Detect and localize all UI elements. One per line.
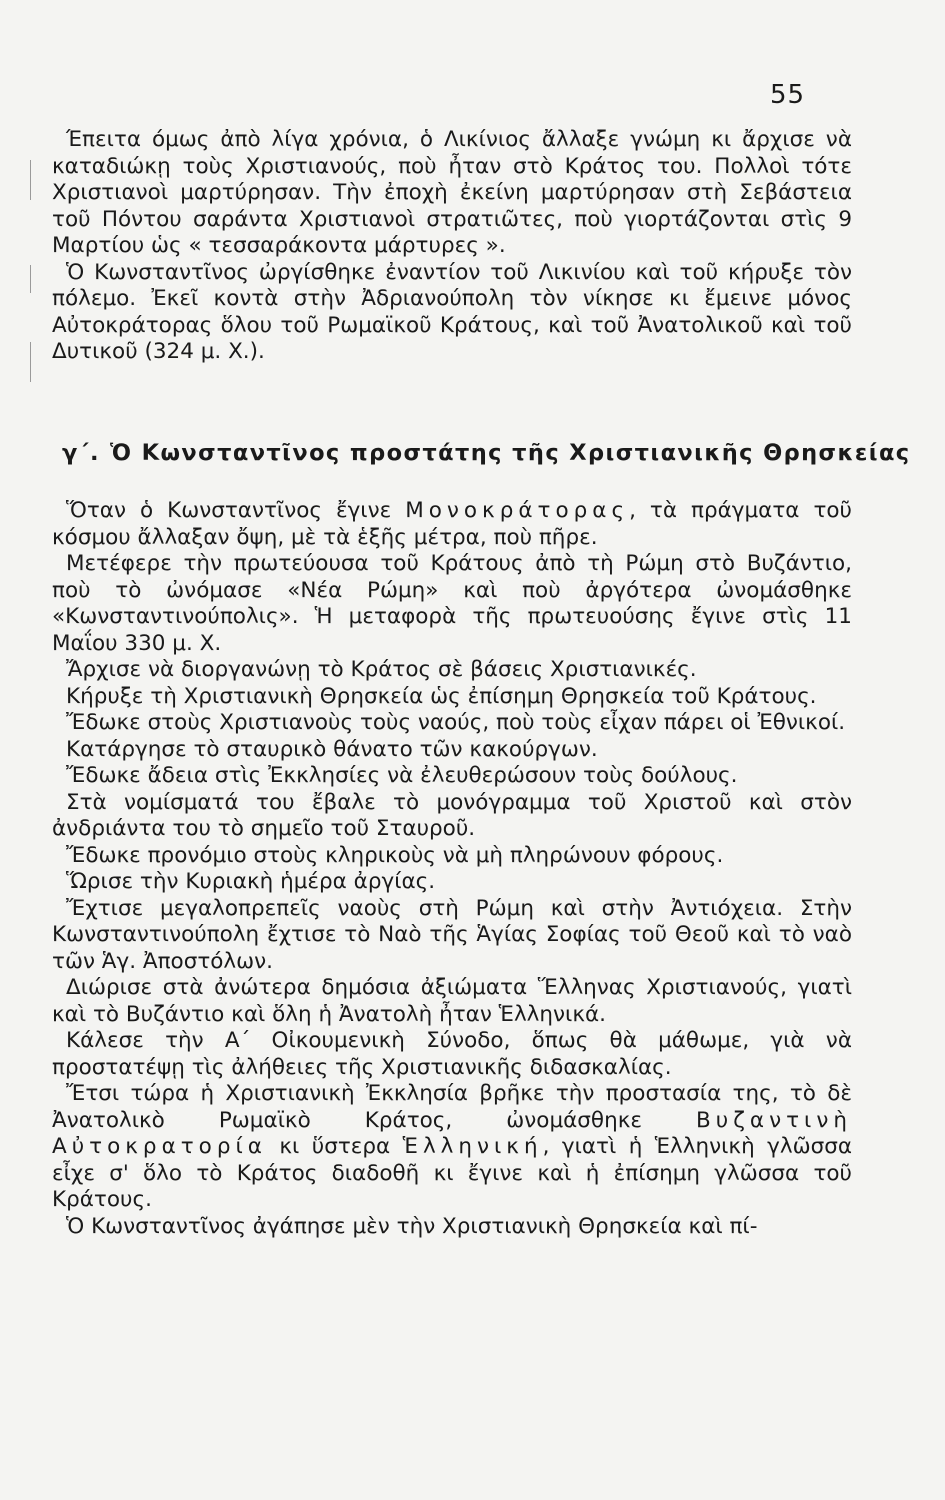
section-1-text bbox=[52, 127, 852, 366]
paragraph: Ὁ Κωνσταντῖνος ὠργίσθηκε ἐναντίον τοῦ Λικινίου καὶ τοῦ κήρυξε τὸν πόλεμο. Ἐκεῖ κοντὰ στὴν Ἀδριανούπολη τὸν νίκησε κι ἔμεινε μόνος Αὐτοκράτορας ὅλου τοῦ Ρωμαϊκοῦ Κράτους, καὶ τοῦ Ἀνατολικοῦ καὶ τοῦ Δυτικοῦ (324 μ. Χ.). bbox=[52, 259, 852, 364]
spaced-term: Μονοκράτορας bbox=[405, 498, 630, 523]
paragraph: Ὥρισε τὴν Κυριακὴ ἡμέρα ἀργίας. bbox=[66, 869, 436, 894]
text-run: , τὰ πράγματα τοῦ κόσμου ἄλλαξαν ὄψη, μὲ τὰ ἑξῆς μέτρα, ποὺ πῆρε. bbox=[52, 498, 852, 550]
margin-rule bbox=[30, 342, 31, 382]
spaced-term: Ἑλληνική bbox=[402, 1134, 543, 1159]
paragraph: Κάλεσε τὴν Α΄ Οἰκουμενικὴ Σύνοδο, ὅπως θὰ μάθωμε, γιὰ νὰ προστατέψῃ τὶς ἀλήθειες τῆς Χριστιανικῆς διδασκαλίας. bbox=[52, 1028, 852, 1080]
paragraph: Διώρισε στὰ ἀνώτερα δημόσια ἀξιώματα Ἕλληνας Χριστιανούς, γιατὶ καὶ τὸ Βυζάντιο καὶ ὅλη ἡ Ἀνατολὴ ἦταν Ἑλληνικά. bbox=[52, 975, 852, 1027]
text-run: Ἔτσι τώρα ἡ Χριστιανικὴ Ἐκκλησία βρῆκε τὴν προστασία της, τὸ δὲ Ἀνατολικὸ Ρωμαϊκὸ Κράτος, ὠνομάσθηκε bbox=[52, 1081, 852, 1133]
paragraph: Κήρυξε τὴ Χριστιανικὴ Θρησκεία ὡς ἐπίσημη Θρησκεία τοῦ Κράτους. bbox=[66, 683, 817, 709]
page-number: 55 bbox=[770, 80, 806, 110]
paragraph: Στὰ νομίσματά του ἔβαλε τὸ μονόγραμμα τοῦ Χριστοῦ καὶ στὸν ἀνδριάντα του τὸ σημεῖο τοῦ Σταυροῦ. bbox=[52, 789, 852, 841]
paragraph: Ὁ Κωνσταντῖνος ἀγάπησε μὲν τὴν Χριστιανικὴ Θρησκεία καὶ πί- bbox=[66, 1213, 758, 1239]
paragraph: Μετέφερε τὴν πρωτεύουσα τοῦ Κράτους ἀπὸ τὴ Ρώμη στὸ Βυζάντιο, ποὺ τὸ ὠνόμασε «Νέα Ρώμη» καὶ ποὺ ἀργότερα ὠνομάσθηκε «Κωνσταντινούπολις». Ἡ μεταφορὰ τῆς πρωτευούσης ἔγινε στὶς 11 Μαΐου 330 μ. Χ. bbox=[52, 551, 852, 656]
paragraph: Ἄρχισε νὰ διοργανώνῃ τὸ Κράτος σὲ βάσεις Χριστιανικές. bbox=[66, 657, 697, 682]
paragraph bbox=[52, 498, 852, 551]
text-run: κι ὕστερα bbox=[279, 1134, 391, 1159]
paragraph bbox=[52, 1081, 852, 1214]
paragraph: Ἔδωκε προνόμιο στοὺς κληρικοὺς νὰ μὴ πληρώνουν φόρους. bbox=[66, 842, 724, 868]
margin-rule bbox=[30, 160, 31, 200]
paragraph: Κατάργησε τὸ σταυρικὸ θάνατο τῶν κακούργων. bbox=[66, 736, 598, 762]
text-run: , γιατὶ ἡ Ἑλληνικὴ γλῶσσα εἶχε σ' ὅλο τὸ Κράτος διαδοθῆ κι ἔγινε καὶ ἡ ἐπίσημη γλῶσσα τοῦ Κράτους. bbox=[52, 1134, 852, 1212]
spaced-term: Βυζαντινὴ Αὐτοκρατορία bbox=[52, 1107, 852, 1159]
section-marker: γ΄. bbox=[62, 440, 101, 466]
section-2-text bbox=[52, 498, 852, 1240]
text-run: Ὅταν ὁ Κωνσταντῖνος ἔγινε bbox=[66, 498, 392, 523]
paragraph: Ἔδωκε στοὺς Χριστιανοὺς τοὺς ναούς, ποὺ τοὺς εἶχαν πάρει οἱ Ἐθνικοί. bbox=[66, 710, 846, 735]
section-title: Ὁ Κωνσταντῖνος προστάτης τῆς Χριστιανικῆς Θρησκείας bbox=[110, 440, 911, 466]
paragraph: Έπειτα όμως ἀπὸ λίγα χρόνια, ὁ Λικίνιος ἄλλαξε γνώμη κι ἄρχισε νὰ καταδιώκῃ τοὺς Χριστιανούς, ποὺ ἦταν στὸ Κράτος του. Πολλοὶ τότε Χριστιανοὶ μαρτύρησαν. Τὴν ἐποχὴ ἐκείνη μαρτύρησαν στὴ Σεβάστεια τοῦ Πόντου σαράντα Χριστιανοὶ στρατιῶτες, ποὺ γιορτάζονται στὶς 9 Μαρτίου ὡς « τεσσαράκοντα μάρτυρες ». bbox=[52, 127, 852, 258]
section-heading bbox=[62, 440, 911, 466]
paragraph: Ἔχτισε μεγαλοπρεπεῖς ναοὺς στὴ Ρώμη καὶ στὴν Ἀντιόχεια. Στὴν Κωνσταντινούπολη ἔχτισε τὸ Ναὸ τῆς Ἁγίας Σοφίας τοῦ Θεοῦ καὶ τὸ ναὸ τῶν Ἁγ. Ἀποστόλων. bbox=[52, 895, 852, 974]
paragraph: Ἔδωκε ἄδεια στὶς Ἐκκλησίες νὰ ἐλευθερώσουν τοὺς δούλους. bbox=[66, 763, 738, 788]
margin-rule bbox=[30, 265, 31, 293]
